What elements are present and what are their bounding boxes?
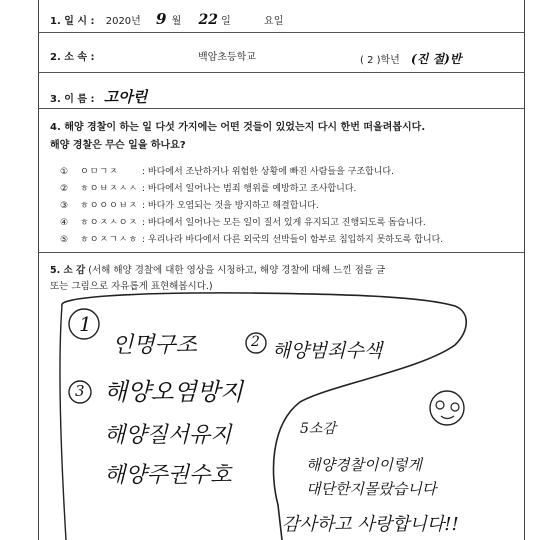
face-doodle-icon bbox=[430, 391, 464, 425]
item-key: ㅇㅁㄱㅈ bbox=[80, 167, 119, 177]
hw-line-rescue: 인명구조 bbox=[112, 333, 198, 358]
date-day: 22 bbox=[198, 12, 218, 28]
hw-line-sovereignty: 해양주권수호 bbox=[104, 463, 232, 488]
school-name: 백암초등학교 bbox=[198, 52, 256, 63]
item-key: ㅎㅇㅂㅈㅅㅅ bbox=[80, 184, 139, 194]
item-description: : 바다에서 일어나는 범죄 행위를 예방하고 조사합니다. bbox=[142, 184, 357, 194]
bubble-left-edge-icon bbox=[60, 305, 66, 540]
date-month-unit: 월 bbox=[171, 16, 182, 27]
hw-line-crime: 해양범죄수색 bbox=[272, 340, 383, 362]
item-number: ② bbox=[60, 184, 69, 194]
item-description: : 우리나라 바다에서 다른 외국의 선박들이 함부로 침입하지 못하도록 합니다. bbox=[142, 235, 444, 245]
question4-subtitle: 해양 경찰은 무슨 일을 하나요? bbox=[50, 140, 186, 151]
question5-instruction-2: 또는 그림으로 자유롭게 표현해봅시다.) bbox=[50, 281, 213, 292]
date-month: 9 bbox=[156, 10, 167, 28]
item-number: ③ bbox=[60, 201, 69, 211]
grade-value: ( 2 )학년 bbox=[360, 55, 400, 66]
item-key: ㅎㅇㅈㅅㅇㅈ bbox=[80, 218, 139, 228]
hw-line-order: 해양질서유지 bbox=[104, 423, 232, 448]
item-description: : 바다에서 조난하거나 위험한 상황에 빠진 사람들을 구조합니다. bbox=[142, 167, 394, 177]
date-day-unit: 일 bbox=[221, 16, 231, 27]
hw-impression-line1: 해양경찰이이렇게 bbox=[306, 456, 422, 474]
school-label: 2. 소 속 : bbox=[50, 52, 95, 63]
hw-impression-line3: 감사하고 사랑합니다!! bbox=[282, 514, 459, 535]
weekday-label: 요일 bbox=[264, 16, 284, 27]
student-name: 고아린 bbox=[103, 88, 148, 106]
question5-instruction-1: (서해 해양 경찰에 대한 영상을 시청하고, 해양 경찰에 대해 느낀 점을 글 bbox=[88, 265, 386, 276]
item-key: ㅎㅇㅇㅇㅂㅈ bbox=[80, 201, 139, 211]
hw-number-3: 3 bbox=[75, 382, 85, 400]
item-number: ⑤ bbox=[60, 235, 69, 245]
item-number: ④ bbox=[60, 218, 69, 228]
item-number: ① bbox=[60, 167, 69, 177]
item-description: : 바다가 오염되는 것을 방지하고 해결합니다. bbox=[142, 201, 319, 211]
hw-number-2: 2 bbox=[251, 334, 260, 350]
name-label: 3. 이 름 : bbox=[50, 94, 95, 105]
item-description: : 바다에서 일어나는 모든 일이 질서 있게 유지되고 진행되도록 돕습니다. bbox=[142, 218, 426, 228]
hw-line-pollution: 해양오염방지 bbox=[104, 378, 244, 406]
date-year: 2020년 bbox=[105, 16, 141, 27]
date-label: 1. 일 시 : bbox=[50, 16, 95, 27]
hw-impression-title: 5소감 bbox=[300, 421, 336, 437]
class-value: (진 절)반 bbox=[411, 52, 462, 66]
hw-impression-line2: 대단한지몰랐습니다 bbox=[306, 480, 437, 498]
item-key: ㅎㅇㅈㄱㅅㅎ bbox=[80, 235, 139, 245]
hw-number-1: 1 bbox=[79, 312, 92, 336]
question5-title: 5. 소 감 bbox=[50, 265, 86, 276]
question4-title: 4. 해양 경찰이 하는 일 다섯 가지에는 어떤 것들이 있었는지 다시 한번 떠올려봅시다. bbox=[50, 122, 426, 133]
